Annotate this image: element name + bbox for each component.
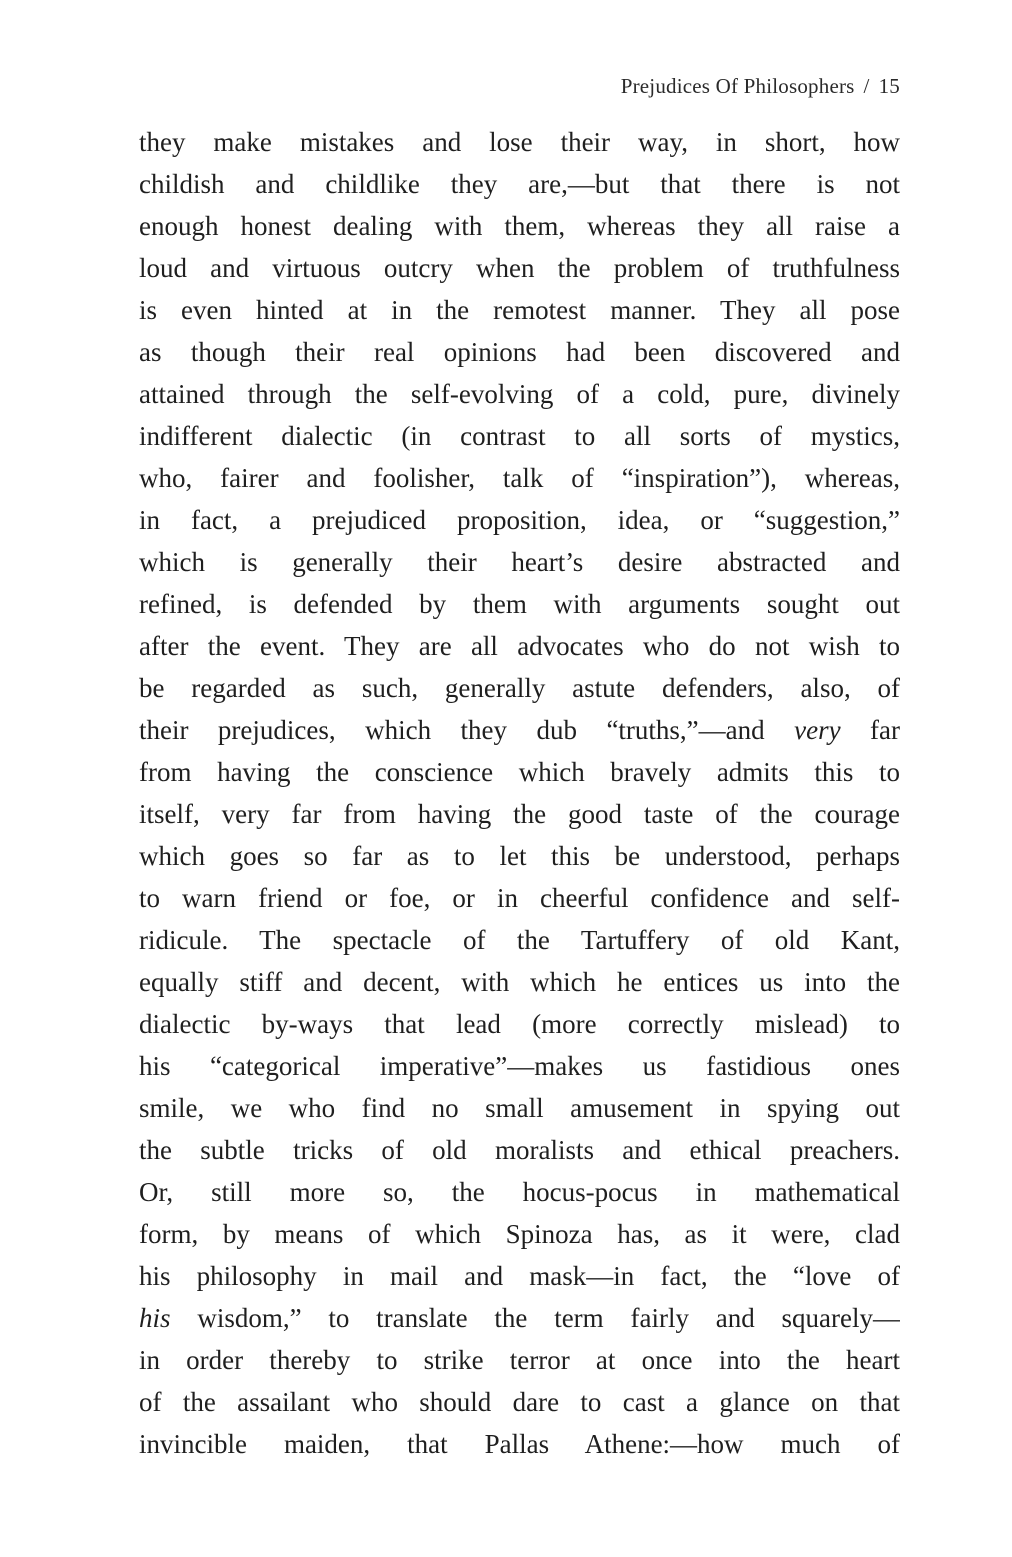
text-line: from having the conscience which bravely admits this to [139,757,900,787]
text-line: his “categorical imperative”—makes us fastidious ones [139,1051,900,1081]
running-title: Prejudices Of Philosophers [620,74,855,98]
header-separator: / [863,74,870,98]
text-run: their prejudices, which they dub “truths,”—and [139,715,795,745]
text-line: enough honest dealing with them, whereas they all raise a [139,211,900,241]
text-line: equally stiff and decent, with which he entices us into the [139,967,900,997]
text-line: Or, still more so, the hocus-pocus in mathematical [139,1177,900,1207]
text-line: which is generally their heart’s desire abstracted and [139,547,900,577]
text-line: they make mistakes and lose their way, in short, how [139,127,900,157]
text-line: after the event. They are all advocates who do not wish to [139,631,900,661]
text-line: is even hinted at in the remotest manner. They all pose [139,295,900,325]
text-line: smile, we who find no small amusement in spying out [139,1093,900,1123]
text-line: his philosophy in mail and mask—in fact, the “love of [139,1261,900,1291]
page-number: 15 [878,74,900,98]
text-line [139,709,900,751]
text-line: itself, very far from having the good taste of the courage [139,799,900,829]
italic-emphasis: his [139,1303,171,1333]
text-line: refined, is defended by them with arguments sought out [139,589,900,619]
text-line: loud and virtuous outcry when the problem of truthfulness [139,253,900,283]
text-line: indifferent dialectic (in contrast to all sorts of mystics, [139,421,900,451]
text-line: form, by means of which Spinoza has, as it were, clad [139,1219,900,1249]
text-run: wisdom,” to translate the term fairly and squarely— [170,1303,900,1333]
text-line: to warn friend or foe, or in cheerful confidence and self- [139,883,900,913]
text-line: as though their real opinions had been discovered and [139,337,900,367]
text-line: who, fairer and foolisher, talk of “inspiration”), whereas, [139,463,900,493]
text-line: invincible maiden, that Pallas Athene:—how much of [139,1429,900,1459]
text-line: in order thereby to strike terror at once into the heart [139,1345,900,1375]
text-line: dialectic by-ways that lead (more correctly mislead) to [139,1009,900,1039]
italic-emphasis: very [794,715,841,745]
text-run: far [840,715,900,745]
text-line: be regarded as such, generally astute defenders, also, of [139,673,900,703]
text-line: in fact, a prejudiced proposition, idea, or “suggestion,” [139,505,900,535]
text-line: of the assailant who should dare to cast a glance on that [139,1387,900,1417]
text-line: the subtle tricks of old moralists and ethical preachers. [139,1135,900,1165]
text-line: which goes so far as to let this be understood, perhaps [139,841,900,871]
running-header [621,74,900,99]
text-line: ridicule. The spectacle of the Tartuffery of old Kant, [139,925,900,955]
text-line [139,1297,900,1339]
text-line: childish and childlike they are,—but that there is not [139,169,900,199]
text-line: attained through the self-evolving of a cold, pure, divinely [139,379,900,409]
body-text [139,121,900,1465]
